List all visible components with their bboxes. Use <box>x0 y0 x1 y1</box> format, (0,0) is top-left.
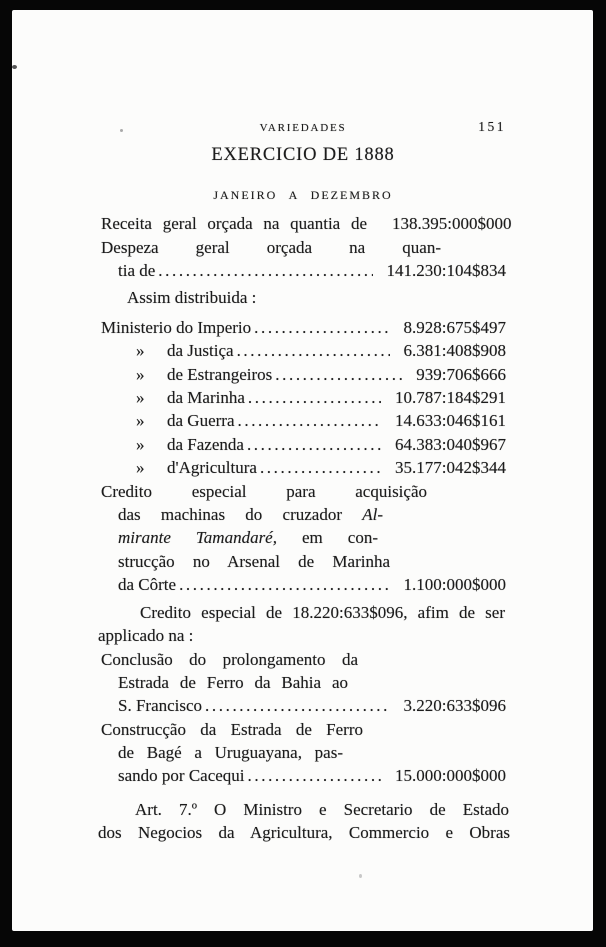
line-label: de Estrangeiros <box>167 365 273 384</box>
scan-speck <box>120 129 123 132</box>
guillemet-ditto-mark: » <box>136 365 145 384</box>
italic-text: Al- <box>362 505 383 524</box>
guillemet-ditto-mark: » <box>136 458 145 477</box>
document-page <box>12 10 593 931</box>
page-number: 151 <box>478 119 506 134</box>
text-line: Construcção da Estrada de Ferro <box>101 720 363 739</box>
text-line: Despeza geral orçada na quan- <box>101 238 441 257</box>
text-line: Conclusão do prolongamento da <box>101 650 358 669</box>
amount-value: 141.230:104$834 <box>386 261 506 280</box>
amount-value: 1.100:000$000 <box>403 575 506 594</box>
text-line <box>118 696 506 715</box>
dot-leader <box>179 575 389 594</box>
amount-value: 64.383:040$967 <box>395 435 506 454</box>
text-line: Credito especial de 18.220:633$096, afim de ser <box>140 603 505 622</box>
amount-value: 8.928:675$497 <box>403 318 506 337</box>
line-label: S. Francisco <box>118 696 203 715</box>
dot-leader <box>237 341 390 360</box>
text-line: applicado na : <box>98 626 194 645</box>
text-line: Assim distribuida : <box>127 288 257 307</box>
amount-value: 6.381:408$908 <box>403 341 506 360</box>
text-line <box>101 411 506 430</box>
spacer <box>370 214 378 233</box>
amount-value: 10.787:184$291 <box>395 388 506 407</box>
dot-leader <box>260 458 381 477</box>
line-label: sando por Cacequi <box>118 766 245 785</box>
dot-leader <box>275 365 402 384</box>
text-line: de Bagé a Uruguayana, pas- <box>118 743 343 762</box>
text-line: dos Negocios da Agricultura, Commercio e Obras <box>98 823 510 842</box>
text-line <box>101 458 506 477</box>
italic-text: mirante Tamandaré, <box>118 528 277 547</box>
dot-leader <box>238 411 382 430</box>
amount-value: 14.633:046$161 <box>395 411 506 430</box>
text-line <box>101 365 506 384</box>
text-line <box>101 214 512 233</box>
dot-leader <box>248 766 381 785</box>
document-title: EXERCICIO DE 1888 <box>211 145 395 165</box>
dot-leader <box>247 435 381 454</box>
text-line: Estrada de Ferro da Bahia ao <box>118 673 348 692</box>
text-line: das machinas do cruzador Al- <box>118 505 383 524</box>
dot-leader <box>205 696 389 715</box>
amount-value: 939:706$666 <box>416 365 506 384</box>
line-label: tia de <box>118 261 156 280</box>
line-label: d'Agricultura <box>167 458 257 477</box>
text-line <box>118 766 506 785</box>
amount-value: 35.177:042$344 <box>395 458 506 477</box>
dot-leader <box>158 261 372 280</box>
line-label: da Marinha <box>167 388 245 407</box>
running-title: VARIEDADES <box>259 122 347 134</box>
text-line <box>101 388 506 407</box>
guillemet-ditto-mark: » <box>136 388 145 407</box>
scan-speck <box>359 874 362 878</box>
line-label: da Guerra <box>167 411 235 430</box>
guillemet-ditto-mark: » <box>136 411 145 430</box>
text-line <box>118 575 506 594</box>
text-line <box>118 261 506 280</box>
dot-leader <box>248 388 381 407</box>
text-line <box>101 435 506 454</box>
line-label: da Fazenda <box>167 435 244 454</box>
guillemet-ditto-mark: » <box>136 341 145 360</box>
text-line <box>101 318 506 337</box>
text-line: Credito especial para acquisição <box>101 482 427 501</box>
dot-leader <box>254 318 389 337</box>
guillemet-ditto-mark: » <box>136 435 145 454</box>
line-label: Receita geral orçada na quantia de <box>101 214 367 233</box>
document-subtitle: JANEIRO A DEZEMBRO <box>213 188 393 202</box>
text-line: strucção no Arsenal de Marinha <box>118 552 390 571</box>
amount-value: 15.000:000$000 <box>395 766 506 785</box>
scan-speck <box>12 65 17 69</box>
line-label: da Justiça <box>167 341 234 360</box>
line-label: da Côrte <box>118 575 177 594</box>
text-line <box>101 341 506 360</box>
amount-value: 3.220:633$096 <box>403 696 506 715</box>
text-line: mirante Tamandaré, em con- <box>118 528 378 547</box>
amount-value: 138.395:000$000 <box>392 214 512 233</box>
line-label: Ministerio do Imperio <box>101 318 252 337</box>
text-line: Art. 7.º O Ministro e Secretario de Estado <box>135 800 509 819</box>
